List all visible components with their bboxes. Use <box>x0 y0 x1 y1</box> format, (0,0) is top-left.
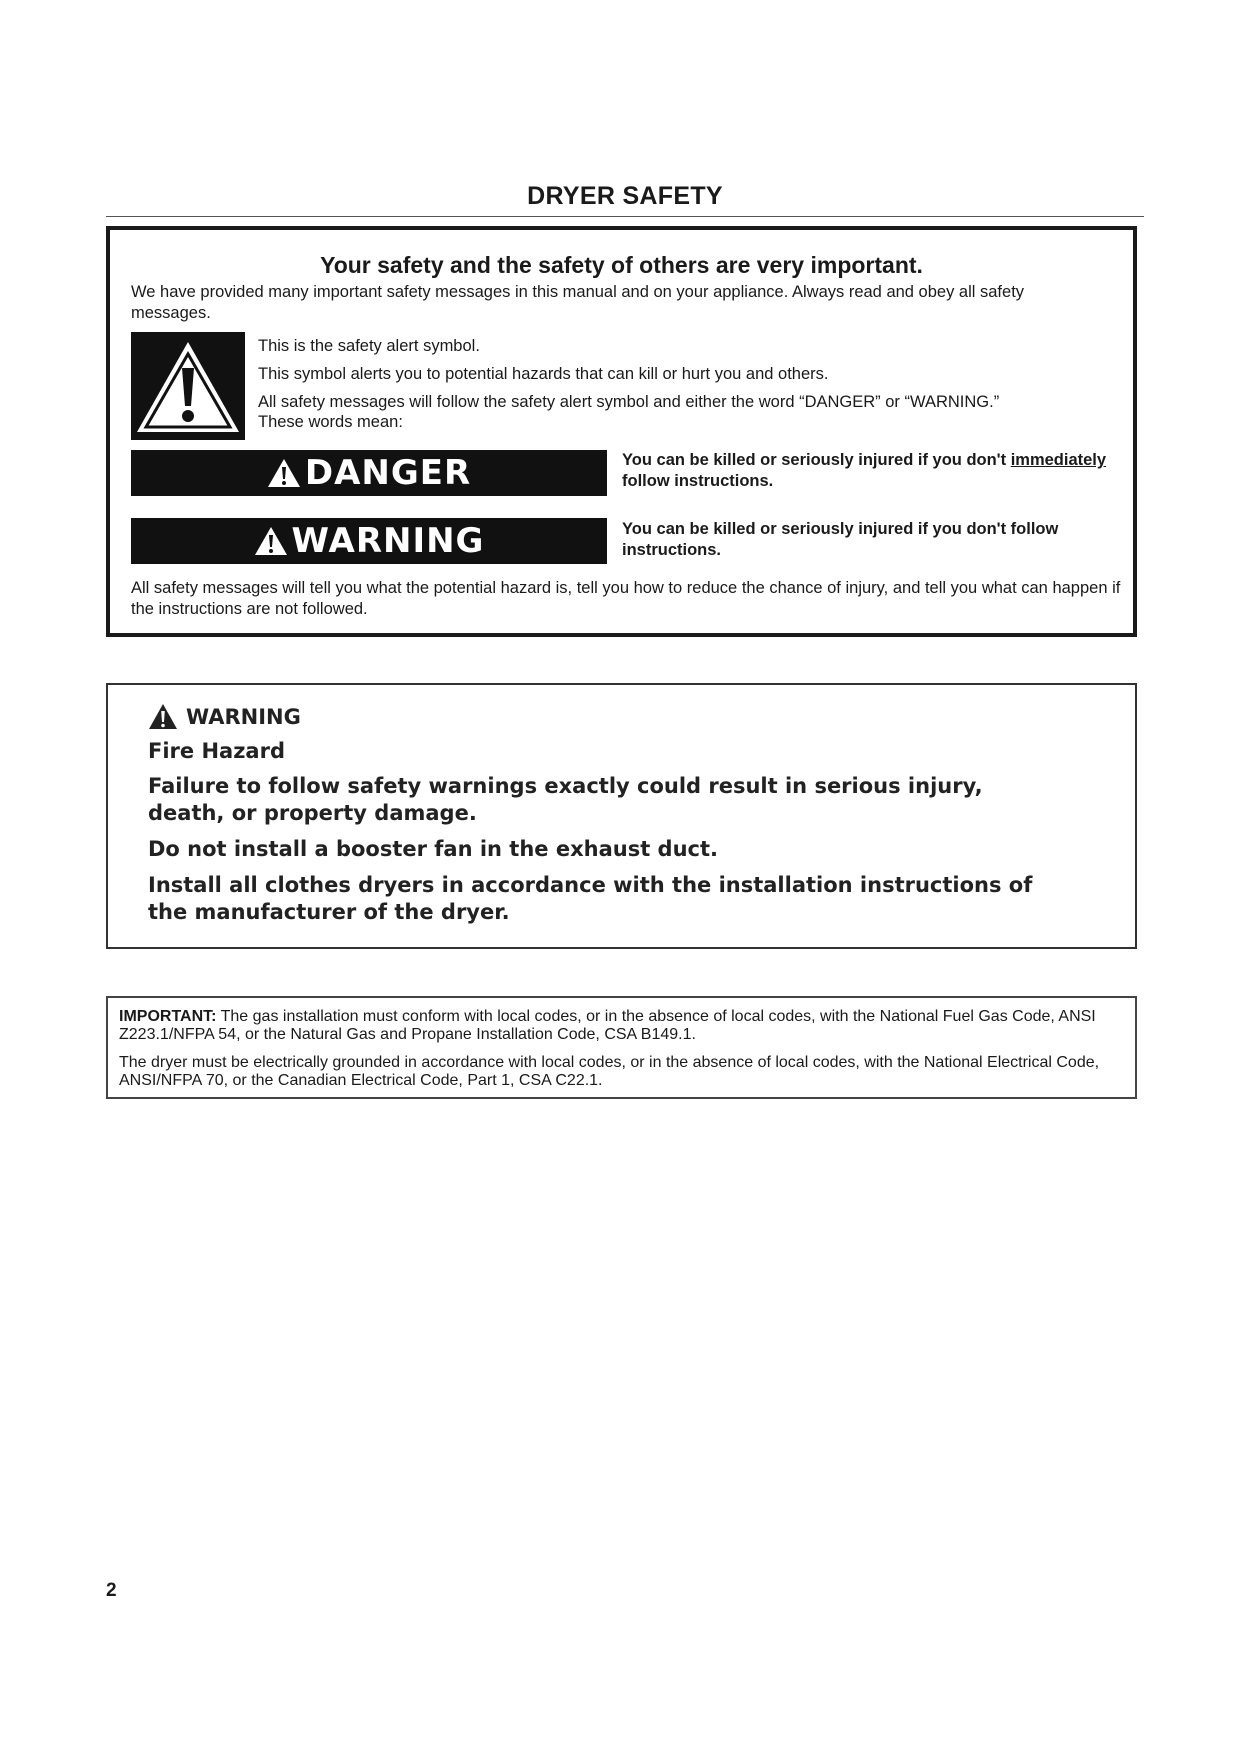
alert-line: These words mean: <box>258 413 403 431</box>
safety-intro: We have provided many important safety messages in this manual and on your appliance. Always read and obey all safety messages. <box>131 283 1025 322</box>
alert-line: This symbol alerts you to potential hazards that can kill or hurt you and others. <box>258 365 829 383</box>
fire-hazard-warning-box <box>106 683 1137 949</box>
safety-heading: Your safety and the safety of others are very important. <box>320 252 923 278</box>
important-paragraph <box>119 1008 1124 1044</box>
warning-label: WARNING <box>291 521 485 561</box>
important-notice-box <box>106 996 1137 1099</box>
important-label: IMPORTANT: <box>119 1008 217 1025</box>
alert-line: This is the safety alert symbol. <box>258 337 480 355</box>
warning-signal-bar <box>131 518 607 564</box>
warning-line: Failure to follow safety warnings exactly could result in serious injury, death, or property damage. <box>148 774 983 825</box>
warning-line: Install all clothes dryers in accordance with the installation instructions of the manufacturer of the dryer. <box>148 873 1033 924</box>
warning-triangle-icon <box>148 703 178 730</box>
danger-label: DANGER <box>304 453 472 493</box>
danger-signal-bar <box>131 450 607 496</box>
danger-text-start: You can be killed or seriously injured if you don't <box>622 451 1011 469</box>
safety-info-box <box>106 226 1137 637</box>
danger-text-end: follow instructions. <box>622 472 774 490</box>
danger-description <box>622 450 1122 492</box>
warning-triangle-icon <box>267 458 301 488</box>
title-rule <box>106 216 1144 217</box>
page-number: 2 <box>106 1580 117 1601</box>
warning-line: Do not install a booster fan in the exhaust duct. <box>148 837 719 861</box>
alert-line: All safety messages will follow the safety alert symbol and either the word “DANGER” or “WARNING.” <box>258 393 1000 411</box>
grounding-paragraph: The dryer must be electrically grounded in accordance with local codes, or in the absence of local codes, with the National Electrical Code, ANSI/NFPA 70, or the Canadian Electrical Code, Part 1, CSA C22.1. <box>119 1054 1100 1089</box>
safety-closing: All safety messages will tell you what the potential hazard is, tell you how to reduce the chance of injury, and tell you what can happen if the instructions are not followed. <box>131 579 1121 618</box>
warning-description: You can be killed or seriously injured if you don't follow instructions. <box>622 520 1059 559</box>
important-text: The gas installation must conform with local codes, or in the absence of local codes, with the National Fuel Gas Code, ANSI Z223.1/NFPA 54, or the Natural Gas and Propane Installation Code, CSA B149.1. <box>119 1008 1096 1043</box>
alert-explanation <box>258 336 1108 432</box>
danger-text-emphasis: immediately <box>1010 451 1107 469</box>
warning-triangle-icon <box>254 526 288 556</box>
page-title: DRYER SAFETY <box>527 182 723 210</box>
safety-alert-triangle-icon <box>131 332 245 440</box>
hazard-type: Fire Hazard <box>148 739 285 763</box>
warning-heading <box>148 703 1048 730</box>
warning-heading-text: WARNING <box>186 704 301 729</box>
